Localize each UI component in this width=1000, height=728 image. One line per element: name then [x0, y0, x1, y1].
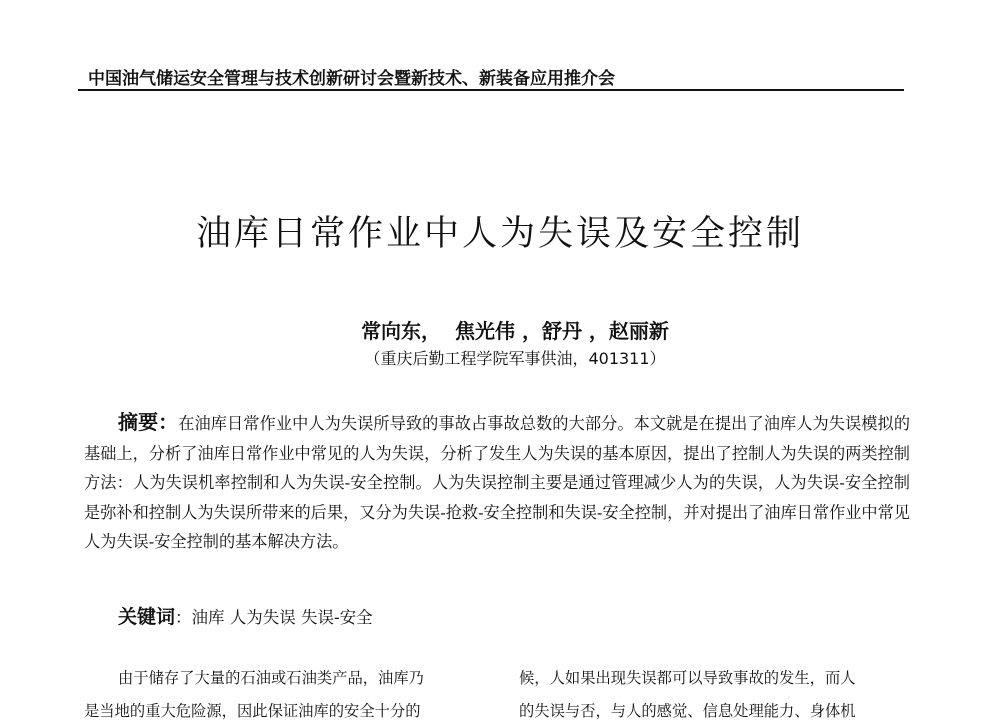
- abstract-text: 在油库日常作业中人为失误所导致的事故占事故总数的大部分。本文就是在提出了油库人为失误模拟的基础上，分析了油库日常作业中常见的人为失误，分析了发生人为失误的基本原因，提出了控制人为失误的两类控制方法：人为失误机率控制和人为失误-安全控制。人为失误控制主要是通过管理减少人为的失误，人为失误-安全控制是弥补和控制人为失误所带来的后果，又分为失误-抢救-安全控制和失误-安全控制，并对提出了油库日常作业中常见人为失误-安全控制的基本解决方法。: [84, 414, 911, 552]
- keywords-separator: ：: [175, 608, 192, 627]
- body-line: 的失误与否，与人的感觉、信息处理能力、身体机: [519, 702, 856, 720]
- body-line: 由于储存了大量的石油或石油类产品，油库乃: [118, 669, 424, 687]
- body-left-column: [84, 662, 478, 728]
- keywords: [118, 602, 373, 629]
- abstract-label: 摘要：: [118, 410, 179, 434]
- author-affiliation: （重庆后勤工程学院军事供油，401311）: [364, 349, 666, 368]
- author-list: 常向东， 焦光伟 ，舒丹 ，赵丽新: [361, 319, 669, 343]
- abstract: [84, 408, 910, 557]
- body-line: 候，人如果出现失误都可以导致事故的发生，而人: [519, 669, 856, 687]
- paper-title: 油库日常作业中人为失误及安全控制: [195, 214, 804, 254]
- conference-header: 中国油气储运安全管理与技术创新研讨会暨新技术、新装备应用推介会: [88, 69, 615, 89]
- keywords-text: 油库 人为失误 失误-安全: [191, 608, 373, 627]
- keywords-label: 关键词: [118, 606, 176, 628]
- header-rule: [78, 89, 904, 91]
- body-line: 是当地的重大危险源，因此保证油库的安全十分的: [84, 702, 421, 720]
- body-right-column: [519, 662, 913, 728]
